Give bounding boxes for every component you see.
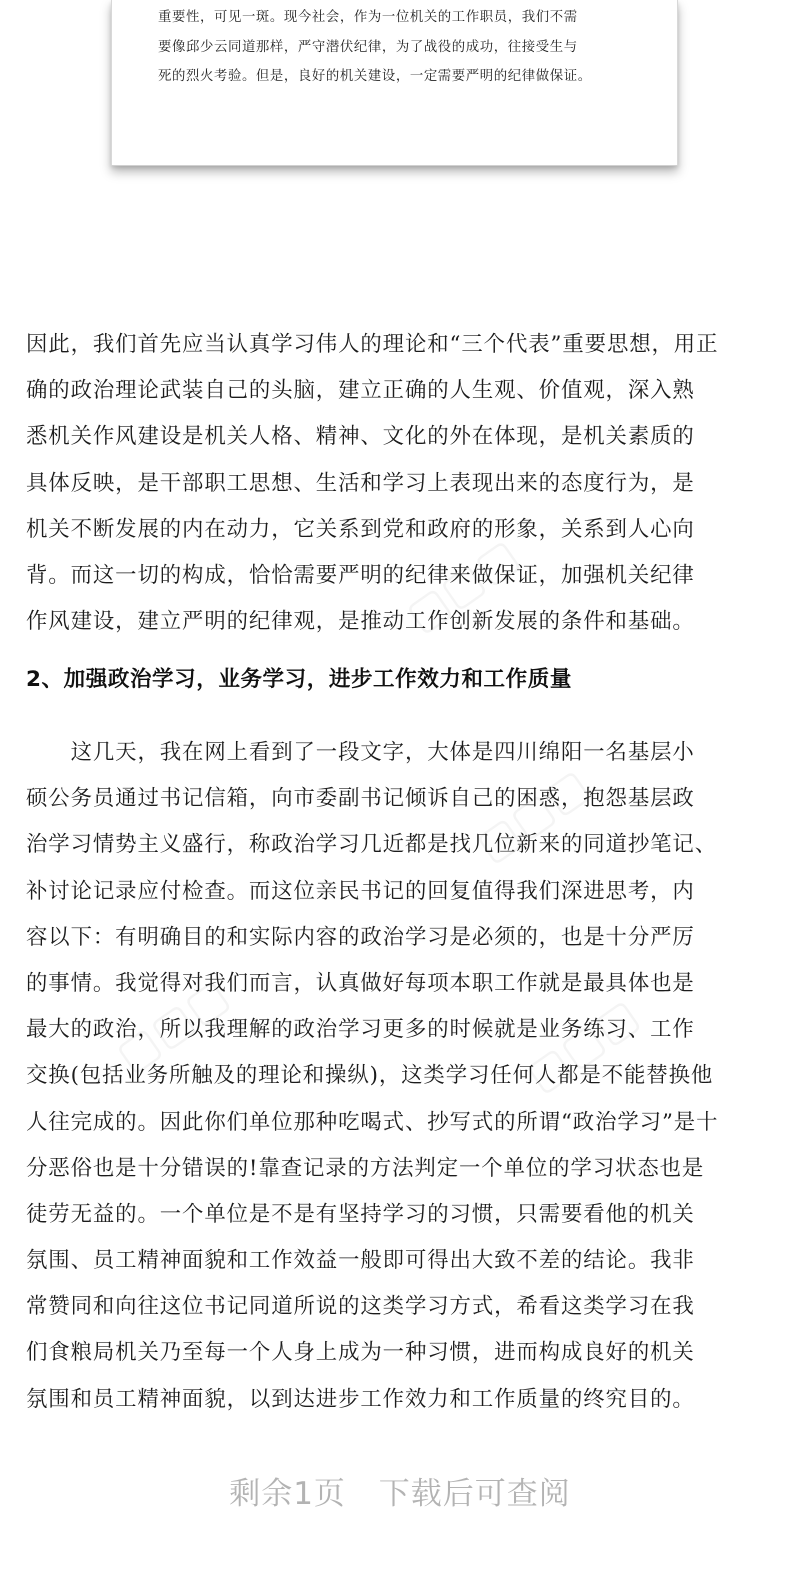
text-line: 的事情。我觉得对我们而言，认真做好每项本职工作就是最具体也是 (26, 970, 695, 996)
preview-line: 死的烈火考验。但是，良好的机关建设，一定需要严明的纪律做保证。 (158, 69, 592, 84)
text-line: 常赞同和向往这位书记同道所说的这类学习方式，希看这类学习在我 (26, 1294, 695, 1320)
text-line: 们食粮局机关乃至每一个人身上成为一种习惯，进而构成良好的机关 (26, 1340, 695, 1366)
preview-line: 重要性，可见一斑。现今社会，作为一位机关的工作职员，我们不需 (158, 10, 578, 25)
text-line: 徒劳无益的。一个单位是不是有坚持学习的习惯，只需要看他的机关 (26, 1201, 695, 1227)
text-line: 硕公务员通过书记信箱，向市委副书记倾诉自己的困惑，抱怨基层政 (26, 786, 695, 812)
previous-page-preview (111, 0, 678, 166)
text-line: 人往完成的。因此你们单位那种吃喝式、抄写式的所谓“政治学习”是十 (26, 1109, 719, 1135)
text-line: 机关不断发展的内在动力，它关系到党和政府的形象，关系到人心向 (26, 516, 695, 542)
text-line: 交换(包括业务所触及的理论和操纵)，这类学习任何人都是不能替换他 (26, 1063, 714, 1089)
text-line: 分恶俗也是十分错误的!靠查记录的方法判定一个单位的学习状态也是 (26, 1155, 705, 1181)
text-line: 最大的政治，所以我理解的政治学习更多的时候就是业务练习、工作 (26, 1017, 695, 1043)
text-line: 这几天，我在网上看到了一段文字，大体是四川绵阳一名基层小 (26, 740, 695, 765)
text-line: 作风建设，建立严明的纪律观，是推动工作创新发展的条件和基础。 (26, 609, 695, 635)
remaining-pages-notice[interactable]: 剩余1页 下载后可查阅 (229, 1476, 571, 1512)
text-line: 因此，我们首先应当认真学习伟人的理论和“三个代表”重要思想，用正 (26, 332, 719, 357)
text-line: 背。而这一切的构成，恰恰需要严明的纪律来做保证，加强机关纪律 (26, 562, 695, 588)
paragraph-political-study (26, 730, 774, 1423)
text-line: 具体反映，是干部职工思想、生活和学习上表现出来的态度行为，是 (26, 470, 695, 496)
section-heading: 2、加强政治学习，业务学习，进步工作效力和工作质量 (26, 667, 572, 692)
text-line: 氛围、员工精神面貌和工作效益一般即可得出大致不差的结论。我非 (26, 1248, 695, 1274)
text-line: 悉机关作风建设是机关人格、精神、文化的外在体现，是机关素质的 (26, 424, 695, 450)
text-line: 氛围和员工精神面貌，以到达进步工作效力和工作质量的终究目的。 (26, 1386, 695, 1412)
text-line: 确的政治理论武装自己的头脑，建立正确的人生观、价值观，深入熟 (26, 378, 695, 404)
text-line: 治学习情势主义盛行，称政治学习几近都是找几位新来的同道抄笔记、 (26, 832, 718, 858)
paragraph-discipline (26, 322, 774, 645)
text-line: 补讨论记录应付检查。而这位亲民书记的回复值得我们深进思考，内 (26, 878, 695, 904)
text-line: 容以下：有明确目的和实际内容的政治学习是必须的，也是十分严厉 (26, 924, 695, 950)
preview-line: 要像邱少云同道那样，严守潜伏纪律，为了战役的成功，往接受生与 (158, 39, 578, 55)
